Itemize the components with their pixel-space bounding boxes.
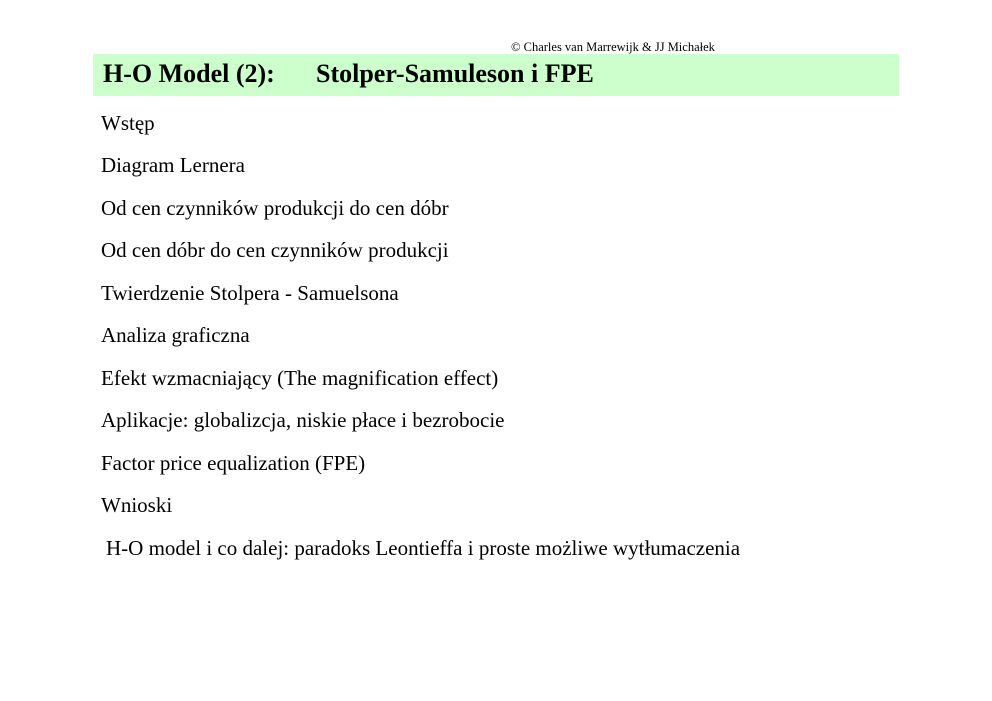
- agenda-item-factor-to-goods-prices: Od cen czynników produkcji do cen dóbr: [101, 196, 449, 220]
- agenda-item-leontief-paradox: H-O model i co dalej: paradoks Leontieffa i proste możliwe wytłumaczenia: [106, 536, 741, 560]
- agenda-item-magnification-effect: Efekt wzmacniający (The magnification effect): [101, 366, 499, 390]
- agenda-item-fpe: Factor price equalization (FPE): [101, 451, 366, 475]
- slide-title-band: [93, 54, 899, 96]
- agenda-item-conclusions: Wnioski: [101, 493, 173, 517]
- slide-title-left: H-O Model (2):: [103, 59, 275, 88]
- slide-title-right: Stolper-Samuleson i FPE: [316, 59, 594, 88]
- agenda-item-stolper-samuelson-theorem: Twierdzenie Stolpera - Samuelsona: [101, 281, 399, 305]
- agenda-item-wstep: Wstęp: [101, 111, 155, 135]
- agenda-item-graphical-analysis: Analiza graficzna: [101, 323, 250, 347]
- copyright-notice: © Charles van Marrewijk & JJ Michałek: [511, 40, 715, 54]
- agenda-item-goods-to-factor-prices: Od cen dóbr do cen czynników produkcji: [101, 238, 449, 262]
- agenda-item-applications: Aplikacje: globalizcja, niskie płace i bezrobocie: [101, 408, 505, 432]
- agenda-item-diagram-lernera: Diagram Lernera: [101, 153, 245, 177]
